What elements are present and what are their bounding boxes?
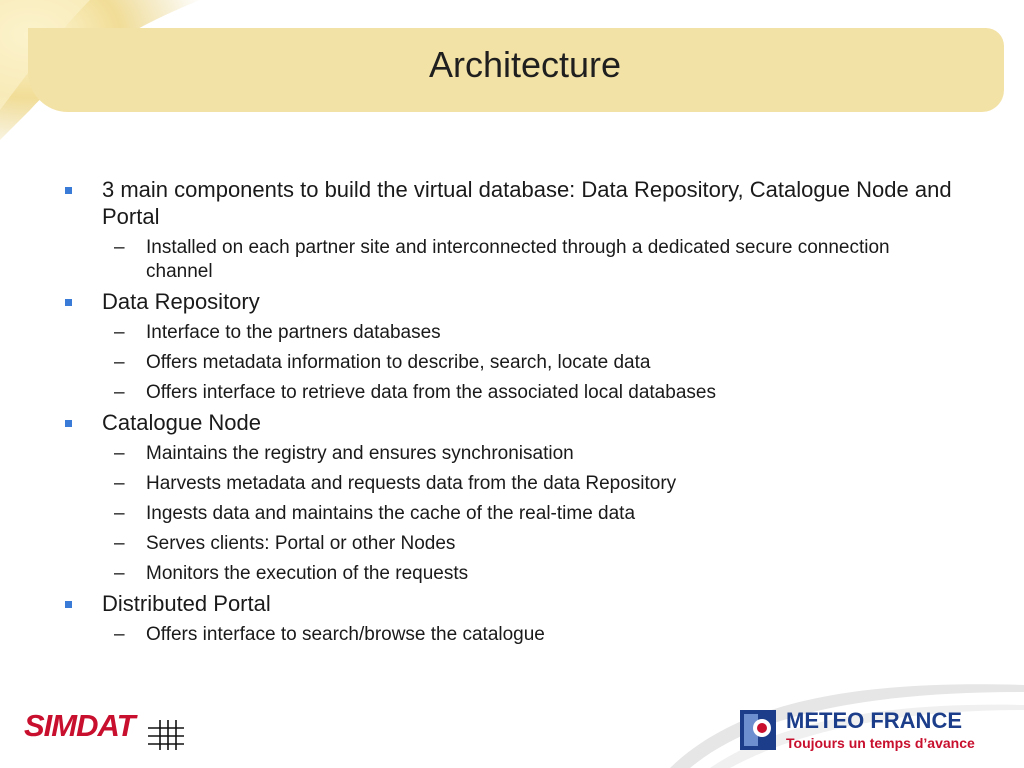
bullet-item [60, 590, 960, 617]
bullet-text: 3 main components to build the virtual database: Data Repository, Catalogue Node and Portal [102, 177, 952, 229]
sub-bullet-text: Monitors the execution of the requests [146, 563, 469, 584]
bullet-item [60, 409, 960, 436]
sub-bullet-item [60, 502, 960, 526]
dash-icon: – [114, 503, 125, 524]
dash-icon: – [114, 624, 125, 645]
dash-icon: – [114, 563, 125, 584]
sub-bullet-text: Harvests metadata and requests data from the data Repository [146, 473, 677, 494]
dash-icon: – [114, 237, 125, 258]
sub-bullet-item [60, 442, 960, 466]
grid-icon [146, 718, 186, 752]
simdat-logo: SIMDAT [24, 708, 135, 743]
sub-bullet-item [60, 321, 960, 345]
bullet-text: Distributed Portal [102, 591, 271, 616]
sub-bullet-item [60, 532, 960, 556]
sub-bullet-item [60, 381, 960, 405]
sub-bullet-text: Installed on each partner site and interconnected through a dedicated secure connection channel [146, 237, 890, 282]
sub-bullet-text: Ingests data and maintains the cache of the real-time data [146, 503, 636, 524]
sub-bullet-item [60, 472, 960, 496]
bullet-text: Data Repository [102, 289, 260, 314]
dash-icon: – [114, 382, 125, 403]
dash-icon: – [114, 352, 125, 373]
sub-bullet-text: Offers metadata information to describe, search, locate data [146, 352, 651, 373]
sub-bullet-item [60, 236, 960, 284]
sub-bullet-text: Offers interface to search/browse the catalogue [146, 624, 545, 645]
bullet-text: Catalogue Node [102, 410, 262, 435]
sub-bullet-text: Offers interface to retrieve data from the associated local databases [146, 382, 716, 403]
dash-icon: – [114, 443, 125, 464]
bullet-item [60, 176, 960, 230]
sub-bullet-text: Serves clients: Portal or other Nodes [146, 533, 456, 554]
square-bullet-icon [65, 420, 72, 427]
dash-icon: – [114, 322, 125, 343]
bullet-list [60, 176, 960, 647]
sub-bullet-item [60, 623, 960, 647]
meteo-france-tagline: Toujours un temps d’avance [786, 735, 975, 751]
square-bullet-icon [65, 299, 72, 306]
bullet-item [60, 288, 960, 315]
meteo-france-title: METEO FRANCE [786, 708, 962, 733]
sub-bullet-item [60, 351, 960, 375]
meteo-france-logo-icon [740, 710, 776, 750]
sub-bullet-item [60, 562, 960, 586]
dash-icon: – [114, 533, 125, 554]
slide-title: Architecture [428, 44, 622, 85]
sub-bullet-text: Maintains the registry and ensures synchronisation [146, 443, 574, 464]
square-bullet-icon [65, 601, 72, 608]
sub-bullet-text: Interface to the partners databases [146, 322, 441, 343]
dash-icon: – [114, 473, 125, 494]
square-bullet-icon [65, 187, 72, 194]
